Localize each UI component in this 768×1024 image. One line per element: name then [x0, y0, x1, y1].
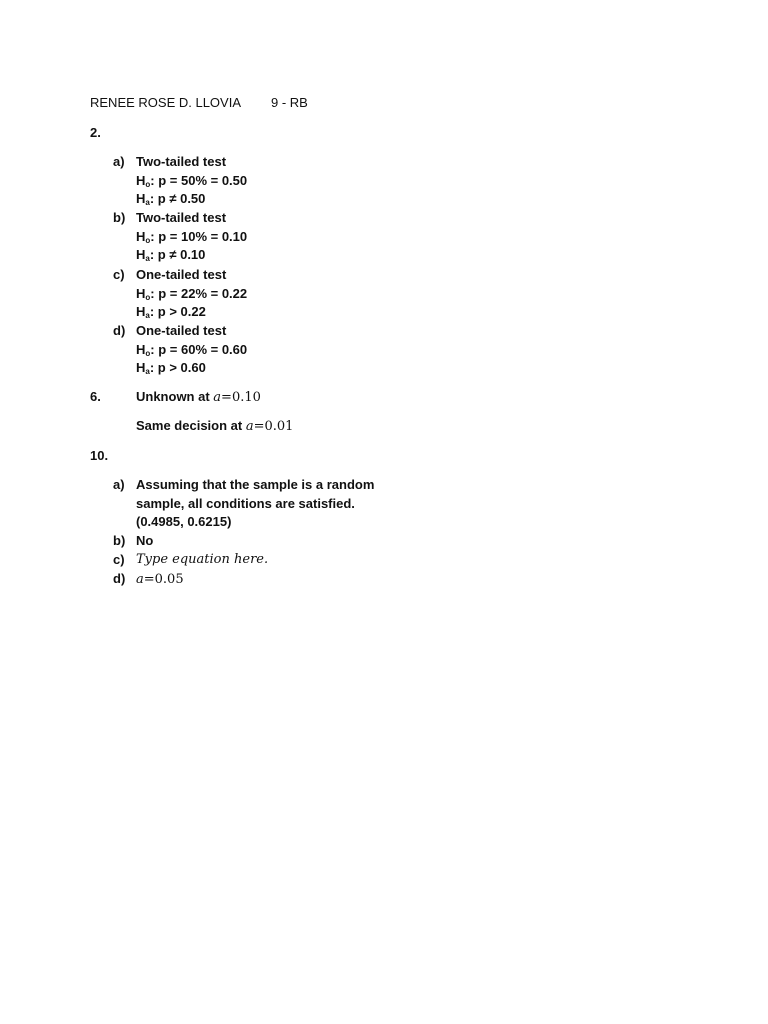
q10b-answer: No	[136, 533, 154, 548]
null-hypothesis-2c	[136, 285, 247, 303]
item-letter-2b: b)	[113, 210, 126, 225]
test-type-2d: One-tailed test	[136, 323, 227, 338]
item-letter-10a: a)	[113, 477, 125, 492]
item-letter-2a: a)	[113, 154, 125, 169]
item-letter-10c: c)	[113, 552, 125, 567]
item-letter-10b: b)	[113, 533, 126, 548]
h-letter: H	[136, 173, 146, 188]
alt-hypothesis-2a	[136, 190, 205, 208]
ha-subscript: a	[145, 254, 150, 263]
ha-body: : p > 0.22	[149, 304, 206, 319]
ha-body: : p ≠ 0.50	[149, 191, 206, 206]
math-variable: a	[213, 390, 222, 405]
q10a-confidence-interval: (0.4985, 0.6215)	[136, 514, 232, 529]
question-number-2: 2.	[90, 125, 101, 140]
null-hypothesis-2a	[136, 172, 247, 190]
q6-answer-line-1	[136, 388, 261, 407]
h0-subscript: o	[145, 180, 151, 189]
question-number-6: 6.	[90, 389, 101, 404]
null-hypothesis-2b	[136, 228, 247, 246]
ha-subscript: a	[145, 311, 150, 320]
h-letter: H	[136, 229, 146, 244]
h0-body: : p = 60% = 0.60	[150, 342, 248, 357]
null-hypothesis-2d	[136, 341, 247, 359]
math-variable: a	[245, 419, 254, 434]
q10d-answer	[136, 570, 184, 589]
item-letter-10d: d)	[113, 571, 126, 586]
ha-subscript: a	[145, 367, 150, 376]
math-variable: a	[136, 572, 144, 587]
h0-body: : p = 10% = 0.10	[150, 229, 248, 244]
alt-hypothesis-2c	[136, 303, 206, 321]
h0-body: : p = 22% = 0.22	[150, 286, 248, 301]
alpha-equation	[136, 572, 184, 587]
math-value: =0.05	[143, 572, 184, 587]
alt-hypothesis-2b	[136, 246, 205, 264]
q6-line2-text: Same decision at	[136, 418, 246, 433]
h-letter: H	[136, 247, 146, 262]
math-value: =0.01	[253, 419, 294, 434]
test-type-2c: One-tailed test	[136, 267, 227, 282]
h-letter: H	[136, 342, 146, 357]
h0-subscript: o	[145, 236, 151, 245]
h-letter: H	[136, 304, 146, 319]
equation-placeholder[interactable]: Type equation here.	[136, 552, 269, 567]
ha-body: : p > 0.60	[149, 360, 206, 375]
h0-body: : p = 50% = 0.50	[150, 173, 248, 188]
item-letter-2d: d)	[113, 323, 126, 338]
ha-subscript: a	[145, 198, 150, 207]
math-value: =0.10	[221, 390, 261, 405]
test-type-2a: Two-tailed test	[136, 154, 227, 169]
q10a-line-1: Assuming that the sample is a random	[136, 477, 375, 492]
alpha-equation	[213, 390, 261, 405]
item-letter-2c: c)	[113, 267, 125, 282]
h-letter: H	[136, 191, 146, 206]
h0-subscript: o	[145, 293, 151, 302]
h-letter: H	[136, 286, 146, 301]
student-name: RENEE ROSE D. LLOVIA	[90, 95, 241, 110]
q6-line1-text: Unknown at	[136, 389, 214, 404]
question-number-10: 10.	[90, 448, 109, 463]
ha-body: : p ≠ 0.10	[149, 247, 206, 262]
class-section: 9 - RB	[271, 95, 308, 110]
alpha-equation	[246, 419, 294, 434]
q6-answer-line-2	[136, 417, 293, 436]
test-type-2b: Two-tailed test	[136, 210, 227, 225]
alt-hypothesis-2d	[136, 359, 206, 377]
h-letter: H	[136, 360, 146, 375]
q10a-line-2: sample, all conditions are satisfied.	[136, 496, 355, 511]
h0-subscript: o	[145, 349, 151, 358]
